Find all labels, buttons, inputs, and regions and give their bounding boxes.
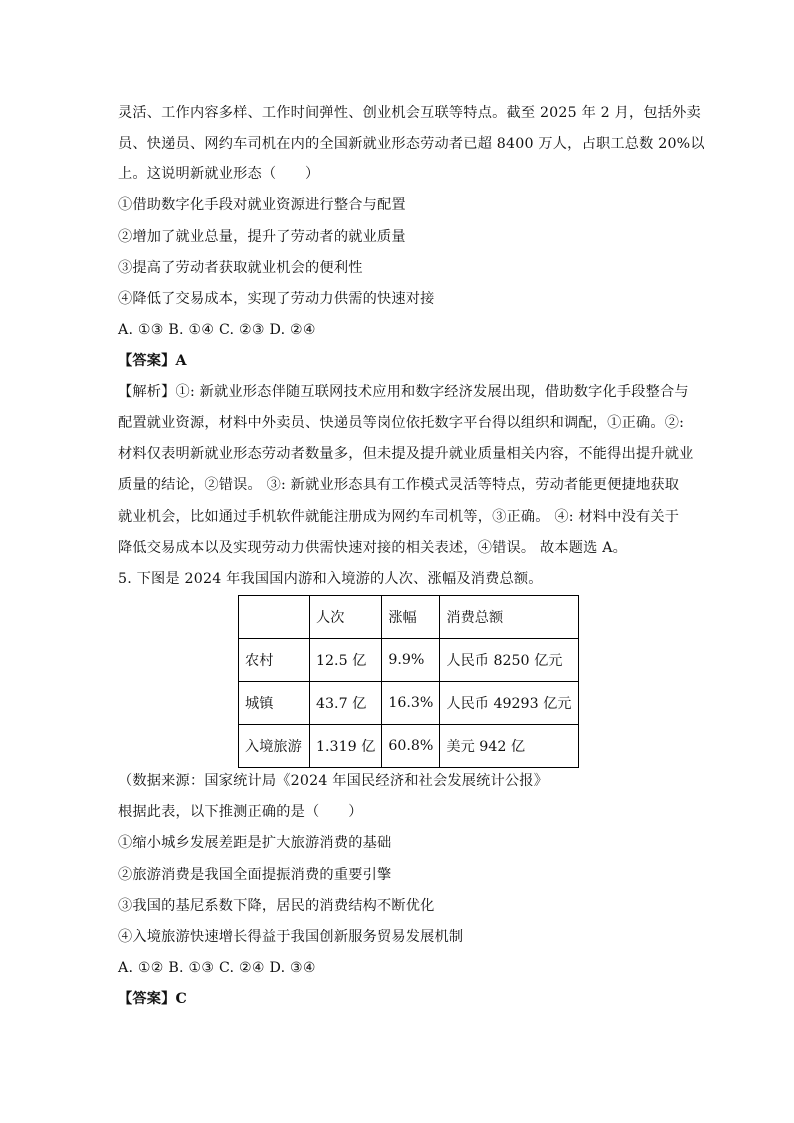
text-line-2: 员、快递员、网约车司机在内的全国新就业形态劳动者已超 8400 万人，占职工总数 20%以 [118, 136, 705, 152]
table-cell: 16.3% [382, 682, 440, 725]
analysis-line-6: 降低交易成本以及实现劳动力供需快速对接的相关表述，④错误。 故本题选 A。 [118, 540, 628, 556]
table-cell: 12.5 亿 [310, 639, 382, 682]
analysis-line-5: 就业机会，比如通过手机软件就能注册成为网约车司机等，③正确。 ④: 材料中没有关于 [118, 509, 680, 525]
table-cell: 入境旅游 [239, 725, 310, 768]
table-header-cell: 涨幅 [382, 596, 440, 639]
table-header-row [239, 596, 579, 639]
choices-line: A. ①③ B. ①④ C. ②③ D. ②④ [118, 322, 316, 338]
text-line-1: 灵活、工作内容多样、工作时间弹性、创业机会互联等特点。截至 2025 年 2 月，包括外卖 [118, 105, 701, 121]
table-cell: 农村 [239, 639, 310, 682]
table-cell: 43.7 亿 [310, 682, 382, 725]
option-1: ①缩小城乡发展差距是扩大旅游消费的基础 [118, 835, 392, 851]
option-2: ②旅游消费是我国全面提振消费的重要引擎 [118, 867, 392, 883]
table-cell: 60.8% [382, 725, 440, 768]
table-cell: 城镇 [239, 682, 310, 725]
table-row [239, 639, 579, 682]
analysis-line-1: 【解析】①: 新就业形态伴随互联网技术应用和数字经济发展出现，借助数字化手段整合与 [118, 384, 689, 400]
table-header-cell: 人次 [310, 596, 382, 639]
question-prompt: 根据此表，以下推测正确的是（ ） [118, 804, 363, 820]
choices-line: A. ①② B. ①③ C. ②④ D. ③④ [118, 960, 316, 976]
table-row [239, 725, 579, 768]
analysis-line-3: 材料仅表明新就业形态劳动者数量多，但未提及提升就业质量相关内容，不能得出提升就业 [118, 446, 694, 462]
analysis-line-4: 质量的结论，②错误。 ③: 新就业形态具有工作模式灵活等特点，劳动者能更便捷地获取 [118, 477, 680, 493]
table-cell: 人民币 49293 亿元 [440, 682, 578, 725]
answer-line: 【答案】C [118, 991, 188, 1007]
table-cell: 9.9% [382, 639, 440, 682]
option-1: ①借助数字化手段对就业资源进行整合与配置 [118, 197, 406, 213]
table-cell: 人民币 8250 亿元 [440, 639, 578, 682]
table-cell: 美元 942 亿 [440, 725, 578, 768]
option-4: ④入境旅游快速增长得益于我国创新服务贸易发展机制 [118, 929, 464, 945]
answer-line: 【答案】A [118, 353, 187, 369]
data-source-line: （数据来源：国家统计局《2024 年国民经济和社会发展统计公报》 [118, 773, 549, 789]
table-header-cell: 消费总额 [440, 596, 578, 639]
option-3: ③我国的基尼系数下降，居民的消费结构不断优化 [118, 898, 435, 914]
table-header-cell [239, 596, 310, 639]
text-line-3: 上。这说明新就业形态（ ） [118, 166, 320, 182]
question-5-line: 5. 下图是 2024 年我国国内游和入境游的人次、涨幅及消费总额。 [118, 571, 543, 587]
analysis-line-2: 配置就业资源，材料中外卖员、快递员等岗位依托数字平台得以组织和调配，①正确。②: [118, 415, 685, 431]
option-3: ③提高了劳动者获取就业机会的便利性 [118, 260, 363, 276]
option-2: ②增加了就业总量，提升了劳动者的就业质量 [118, 229, 406, 245]
tourism-data-table [238, 595, 579, 768]
table-cell: 1.319 亿 [310, 725, 382, 768]
table-row [239, 682, 579, 725]
option-4: ④降低了交易成本，实现了劳动力供需的快速对接 [118, 291, 435, 307]
